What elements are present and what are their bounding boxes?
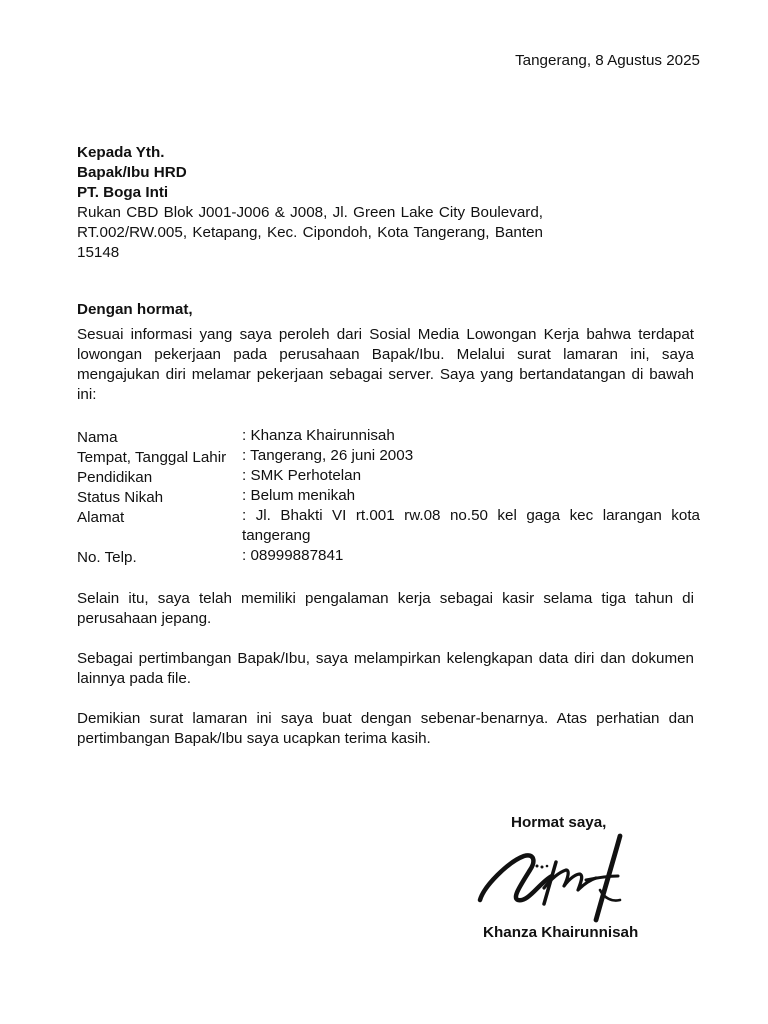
- recipient-company: PT. Boga Inti: [77, 184, 169, 201]
- detail-label: Pendidikan: [77, 469, 153, 486]
- salutation: Dengan hormat,: [77, 301, 193, 318]
- detail-value: : Jl. Bhakti VI rt.001 rw.08 no.50 kel gaga kec larangan kota tangerang: [242, 507, 700, 544]
- experience-paragraph: Selain itu, saya telah memiliki pengalaman kerja sebagai kasir selama tiga tahun di perusahaan jepang.: [77, 590, 694, 627]
- signer-name: Khanza Khairunnisah: [483, 924, 639, 941]
- detail-label: Nama: [77, 429, 118, 446]
- detail-value: : 08999887841: [242, 547, 344, 564]
- date-line: Tangerang, 8 Agustus 2025: [515, 52, 700, 69]
- recipient-address: Rukan CBD Blok J001-J006 & J008, Jl. Green Lake City Boulevard, RT.002/RW.005, Ketapang, Kec. Cipondoh, Kota Tangerang, Banten 15148: [77, 204, 543, 261]
- signature-icon: [474, 828, 634, 930]
- closing-paragraph: Demikian surat lamaran ini saya buat dengan sebenar-benarnya. Atas perhatian dan pertimbangan Bapak/Ibu saya ucapkan terima kasih.: [77, 710, 694, 747]
- detail-value: : Khanza Khairunnisah: [242, 427, 395, 444]
- recipient-greeting: Kepada Yth.: [77, 144, 165, 161]
- detail-label: No. Telp.: [77, 549, 137, 566]
- recipient-title: Bapak/Ibu HRD: [77, 164, 187, 181]
- detail-value: : Belum menikah: [242, 487, 356, 504]
- detail-label: Tempat, Tanggal Lahir: [77, 449, 227, 466]
- detail-label: Alamat: [77, 509, 125, 526]
- closing-phrase: Hormat saya,: [511, 814, 607, 831]
- detail-label: Status Nikah: [77, 489, 164, 506]
- intro-paragraph: Sesuai informasi yang saya peroleh dari Sosial Media Lowongan Kerja bahwa terdapat lowongan pekerjaan pada perusahaan Bapak/Ibu. Melalui surat lamaran ini, saya mengajukan diri melamar pekerjaan sebagai server. Saya yang bertandatangan di bawah ini:: [77, 326, 694, 403]
- recipient-block: [77, 143, 543, 263]
- detail-value: : SMK Perhotelan: [242, 467, 362, 484]
- detail-value: : Tangerang, 26 juni 2003: [242, 447, 414, 464]
- attachments-paragraph: Sebagai pertimbangan Bapak/Ibu, saya melampirkan kelengkapan data diri dan dokumen lainnya pada file.: [77, 650, 694, 687]
